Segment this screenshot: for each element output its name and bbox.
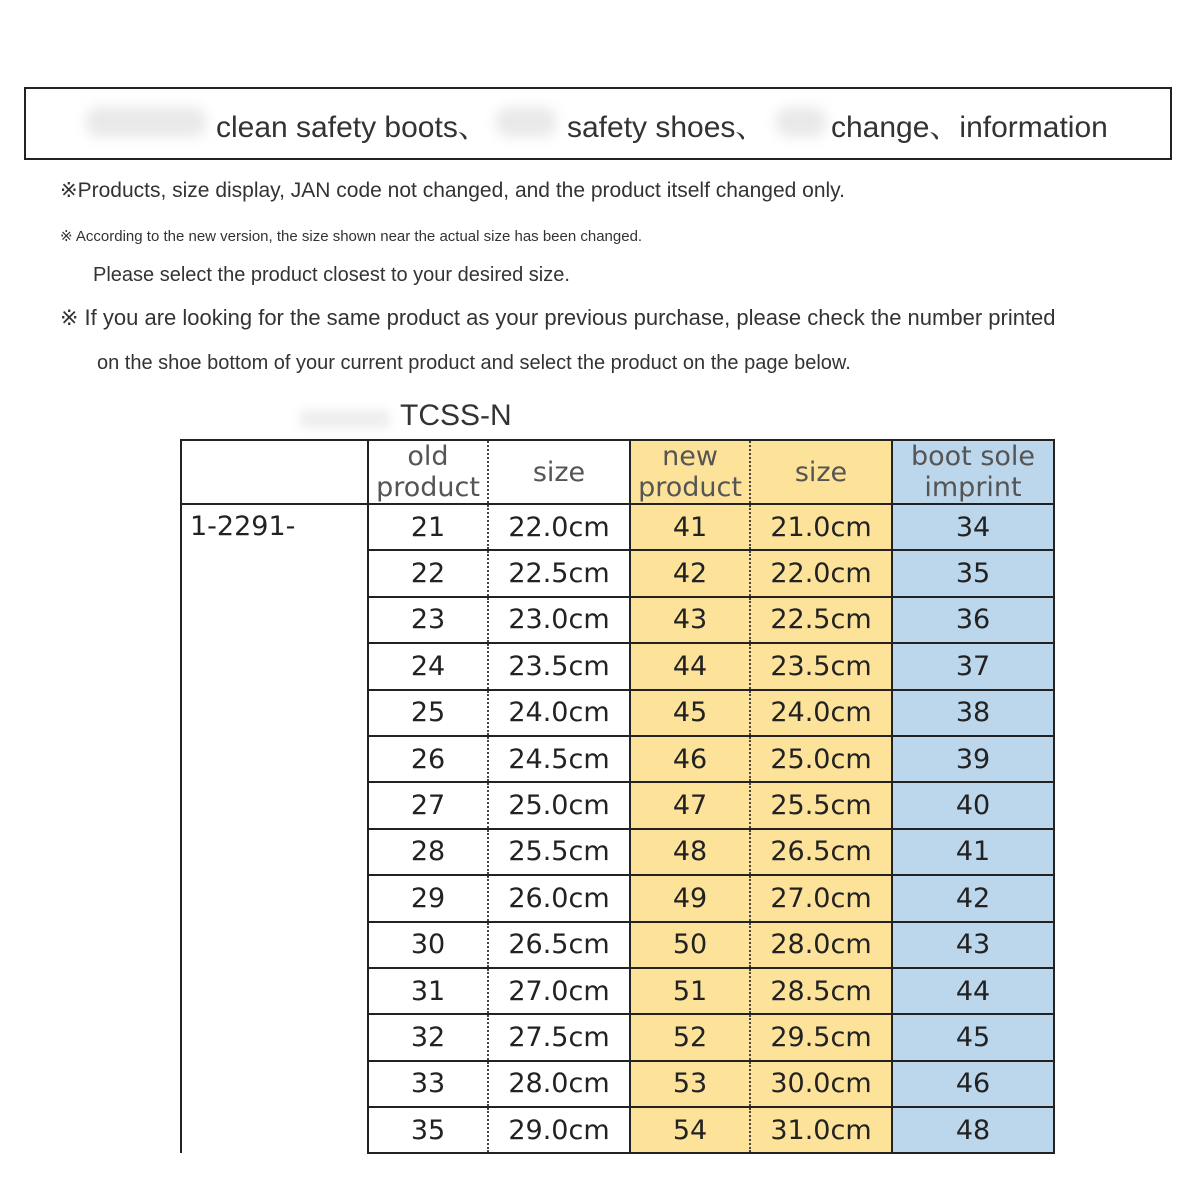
imprint-cell: 38: [892, 690, 1054, 736]
old-size-cell: 29.0cm: [488, 1107, 630, 1153]
new-size-cell: 29.5cm: [750, 1014, 892, 1060]
imprint-cell: 46: [892, 1061, 1054, 1107]
old-size-cell: 26.0cm: [488, 875, 630, 921]
old-product-cell: 21: [368, 504, 488, 550]
old-product-cell: 28: [368, 829, 488, 875]
old-product-cell: 23: [368, 597, 488, 643]
new-size-cell: 22.5cm: [750, 597, 892, 643]
blurred-text: [496, 107, 556, 137]
imprint-cell: 44: [892, 968, 1054, 1014]
old-size-cell: 22.0cm: [488, 504, 630, 550]
imprint-cell: 48: [892, 1107, 1054, 1153]
note-line-1: ※Products, size display, JAN code not changed, and the product itself changed only.: [60, 179, 845, 202]
new-product-cell: 48: [630, 829, 750, 875]
table-header-row: [181, 440, 1054, 504]
old-product-cell: 32: [368, 1014, 488, 1060]
old-product-cell: 33: [368, 1061, 488, 1107]
old-size-cell: 28.0cm: [488, 1061, 630, 1107]
imprint-cell: 45: [892, 1014, 1054, 1060]
header-new-size: size: [750, 440, 892, 504]
table-row: [181, 504, 1054, 550]
new-product-cell: 51: [630, 968, 750, 1014]
imprint-cell: 40: [892, 782, 1054, 828]
note-line-5: on the shoe bottom of your current product and select the product on the page below.: [97, 352, 851, 374]
size-conversion-table: [180, 439, 1055, 1154]
blurred-text: [300, 410, 390, 428]
old-size-cell: 25.0cm: [488, 782, 630, 828]
banner-text-change: change、information: [831, 111, 1108, 144]
new-product-cell: 54: [630, 1107, 750, 1153]
new-product-cell: 50: [630, 922, 750, 968]
old-size-cell: 22.5cm: [488, 550, 630, 596]
blurred-text: [86, 107, 206, 137]
old-size-cell: 27.5cm: [488, 1014, 630, 1060]
new-size-cell: 22.0cm: [750, 550, 892, 596]
new-product-cell: 46: [630, 736, 750, 782]
old-size-cell: 25.5cm: [488, 829, 630, 875]
note-line-3: Please select the product closest to your desired size.: [93, 264, 570, 286]
new-size-cell: 25.5cm: [750, 782, 892, 828]
new-size-cell: 30.0cm: [750, 1061, 892, 1107]
new-size-cell: 27.0cm: [750, 875, 892, 921]
new-size-cell: 28.0cm: [750, 922, 892, 968]
model-name: TCSS-N: [400, 399, 512, 432]
model-code-cell: 1-2291-: [181, 504, 368, 1153]
old-size-cell: 24.0cm: [488, 690, 630, 736]
imprint-cell: 43: [892, 922, 1054, 968]
old-size-cell: 23.0cm: [488, 597, 630, 643]
imprint-cell: 37: [892, 643, 1054, 689]
new-product-cell: 52: [630, 1014, 750, 1060]
new-size-cell: 31.0cm: [750, 1107, 892, 1153]
note-line-2: ※ According to the new version, the size shown near the actual size has been changed.: [60, 228, 643, 245]
new-size-cell: 28.5cm: [750, 968, 892, 1014]
old-product-cell: 27: [368, 782, 488, 828]
imprint-cell: 36: [892, 597, 1054, 643]
old-product-cell: 25: [368, 690, 488, 736]
old-size-cell: 26.5cm: [488, 922, 630, 968]
banner-text-shoes: safety shoes、: [567, 111, 766, 144]
new-product-cell: 44: [630, 643, 750, 689]
new-product-cell: 45: [630, 690, 750, 736]
old-product-cell: 29: [368, 875, 488, 921]
new-size-cell: 21.0cm: [750, 504, 892, 550]
title-banner: [24, 87, 1172, 160]
old-size-cell: 24.5cm: [488, 736, 630, 782]
new-size-cell: 25.0cm: [750, 736, 892, 782]
old-product-cell: 31: [368, 968, 488, 1014]
new-size-cell: 23.5cm: [750, 643, 892, 689]
new-product-cell: 53: [630, 1061, 750, 1107]
banner-text-boots: clean safety boots、: [216, 111, 488, 144]
old-size-cell: 23.5cm: [488, 643, 630, 689]
new-product-cell: 43: [630, 597, 750, 643]
new-product-cell: 42: [630, 550, 750, 596]
old-product-cell: 30: [368, 922, 488, 968]
header-old-size: size: [488, 440, 630, 504]
new-size-cell: 26.5cm: [750, 829, 892, 875]
imprint-cell: 34: [892, 504, 1054, 550]
header-imprint: boot sole imprint: [892, 440, 1054, 504]
old-product-cell: 24: [368, 643, 488, 689]
new-size-cell: 24.0cm: [750, 690, 892, 736]
old-product-cell: 26: [368, 736, 488, 782]
new-product-cell: 47: [630, 782, 750, 828]
old-product-cell: 22: [368, 550, 488, 596]
header-empty-cell: [181, 440, 368, 504]
note-line-4: ※ If you are looking for the same product as your previous purchase, please check the number printed: [60, 305, 1056, 330]
imprint-cell: 42: [892, 875, 1054, 921]
header-old-product: old product: [368, 440, 488, 504]
old-size-cell: 27.0cm: [488, 968, 630, 1014]
new-product-cell: 49: [630, 875, 750, 921]
imprint-cell: 35: [892, 550, 1054, 596]
imprint-cell: 39: [892, 736, 1054, 782]
old-product-cell: 35: [368, 1107, 488, 1153]
imprint-cell: 41: [892, 829, 1054, 875]
header-new-product: new product: [630, 440, 750, 504]
blurred-text: [776, 107, 826, 137]
new-product-cell: 41: [630, 504, 750, 550]
